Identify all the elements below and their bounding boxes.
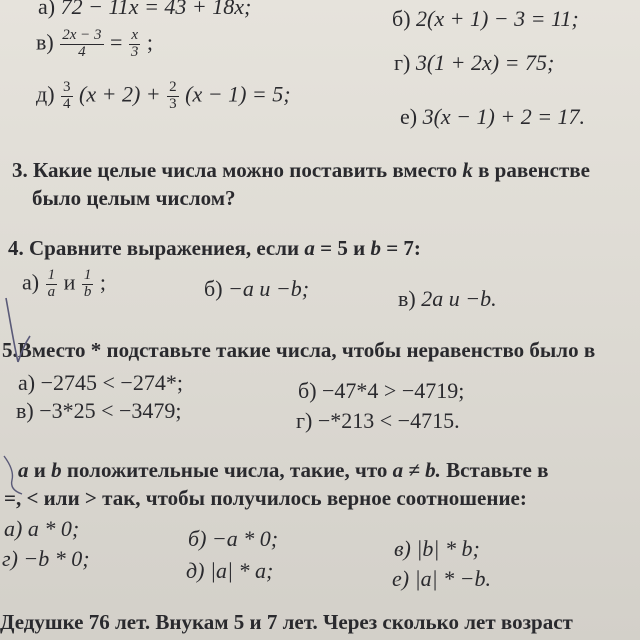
ex3-text-2: было целым числом? [32, 186, 236, 210]
ex4-b: b [370, 236, 381, 260]
ex4-a-d1: a [47, 283, 56, 300]
ex6-d-text: д) |a| * a; [186, 558, 274, 583]
ex3-line-1 [12, 160, 590, 181]
ex4-v-label: в) [398, 286, 416, 311]
ex2-e-label: е) [400, 104, 418, 129]
ex2-g-equation: 3(1 + 2x) = 75; [415, 50, 555, 75]
ex4-a-n1: 1 [47, 267, 56, 283]
ex2-item-e [400, 106, 585, 128]
ex2-v-equals: = [110, 29, 123, 55]
ex6-b-text: б) −a * 0; [188, 526, 279, 551]
ex2-item-b [392, 8, 579, 30]
ex2-a-label: а) [38, 0, 56, 19]
ex6-item-e [392, 568, 491, 590]
ex5-item-g [296, 410, 460, 432]
ex4-a-fraction-1 [46, 268, 58, 301]
ex2-d-part2: (x − 1) = 5; [185, 81, 291, 107]
ex3-text-1b: в равенстве [478, 158, 590, 182]
ex6-line-2 [4, 488, 527, 509]
ex2-d-part1: (x + 2) + [79, 81, 161, 107]
ex4-text-1: Сравните выражениея, если [29, 236, 300, 260]
ex5-a-text: а) −2745 < −274*; [18, 370, 183, 395]
ex6-item-b [188, 528, 278, 550]
ex2-v-num2: x [131, 27, 138, 43]
ex2-item-d [36, 80, 291, 113]
ex2-d-fraction-1 [61, 80, 73, 113]
ex5-number: 5. [2, 338, 18, 362]
ex2-d-n1: 3 [63, 79, 71, 95]
ex5-item-v [16, 400, 182, 422]
ex2-b-equation: 2(x + 1) − 3 = 11; [416, 6, 579, 31]
ex2-v-fraction-2 [129, 28, 141, 61]
ex2-v-end: ; [146, 29, 154, 55]
ex4-a: a [304, 236, 315, 260]
ex2-g-label: г) [394, 50, 411, 75]
ex2-d-fraction-2 [167, 80, 179, 113]
ex4-item-v [398, 288, 497, 310]
ex4-a-label: а) [22, 269, 40, 295]
ex6-a: a [18, 458, 29, 482]
ex4-b-text: −a и −b; [228, 276, 310, 301]
ex2-b-label: б) [392, 6, 411, 31]
ex3-line-2 [32, 188, 236, 209]
ex4-v-text: 2a и −b. [421, 286, 497, 311]
ex6-item-v [394, 538, 480, 560]
ex5-b-text: б) −47*4 > −4719; [298, 378, 465, 403]
ex4-text-2: = 5 и [320, 236, 366, 260]
ex2-d-label: д) [36, 81, 55, 107]
ex4-number: 4. [8, 236, 24, 260]
ex6-line-1 [18, 460, 548, 481]
ex6-v-text: в) |b| * b; [394, 536, 480, 561]
ex4-a-end: ; [99, 269, 106, 295]
ex2-v-num1: 2x − 3 [62, 27, 102, 43]
ex5-text: Вместо * подставьте такие числа, чтобы неравенство было в [17, 338, 596, 362]
ex6-e-text: е) |a| * −b. [392, 566, 492, 591]
ex2-d-n2: 2 [169, 79, 177, 95]
ex5-item-a [18, 372, 183, 394]
ex2-v-fraction-1 [60, 28, 103, 61]
ex2-item-g [394, 52, 554, 74]
ex4-b-label: б) [204, 276, 223, 301]
ex2-item-a [38, 0, 251, 18]
ex2-d-d2: 3 [169, 95, 177, 112]
ex6-and: и [33, 458, 46, 482]
ex6-text-1b: Вставьте в [446, 458, 549, 482]
ex7-text [0, 612, 573, 633]
ex5-title [2, 340, 595, 361]
ex7-line: Дедушке 76 лет. Внукам 5 и 7 лет. Через сколько лет возраст [0, 610, 573, 634]
ex3-text-1: Какие целые числа можно поставить вместо [33, 158, 458, 182]
ex4-item-b [204, 278, 309, 300]
ex6-g-text: г) −b * 0; [2, 546, 90, 571]
ex6-text-2: =, < или > так, чтобы получилось верное соотношение: [4, 486, 527, 510]
ex5-v-text: в) −3*25 < −3479; [16, 398, 182, 423]
ex2-a-equation: 72 − 11x = 43 + 18x; [60, 0, 252, 19]
ex4-a-and: и [63, 269, 76, 295]
ex6-item-d [186, 560, 273, 582]
ex2-v-den2: 3 [130, 43, 139, 60]
ex2-e-equation: 3(x − 1) + 2 = 17. [422, 104, 586, 129]
ex6-a-text: а) a * 0; [4, 516, 80, 541]
ex6-item-g [2, 548, 90, 570]
ex6-b: b [51, 458, 62, 482]
ex2-v-den1: 4 [78, 43, 86, 60]
ex4-text-3: = 7: [386, 236, 421, 260]
ex3-number: 3. [12, 158, 28, 182]
ex4-a-fraction-2 [82, 268, 94, 301]
ex4-a-n2: 1 [83, 267, 92, 283]
ex2-v-label: в) [36, 29, 54, 55]
ex4-item-a [22, 268, 106, 301]
ex3-k: k [462, 158, 473, 182]
ex6-condition: a ≠ b. [392, 458, 441, 482]
ex4-title [8, 238, 421, 259]
ex6-item-a [4, 518, 79, 540]
ex2-d-d1: 4 [63, 95, 71, 112]
ex4-a-d2: b [83, 283, 92, 300]
ex6-text-1: положительные числа, такие, что [66, 458, 388, 482]
ex5-item-b [298, 380, 464, 402]
ex2-item-v [36, 28, 153, 61]
ex5-g-text: г) −*213 < −4715. [296, 408, 460, 433]
